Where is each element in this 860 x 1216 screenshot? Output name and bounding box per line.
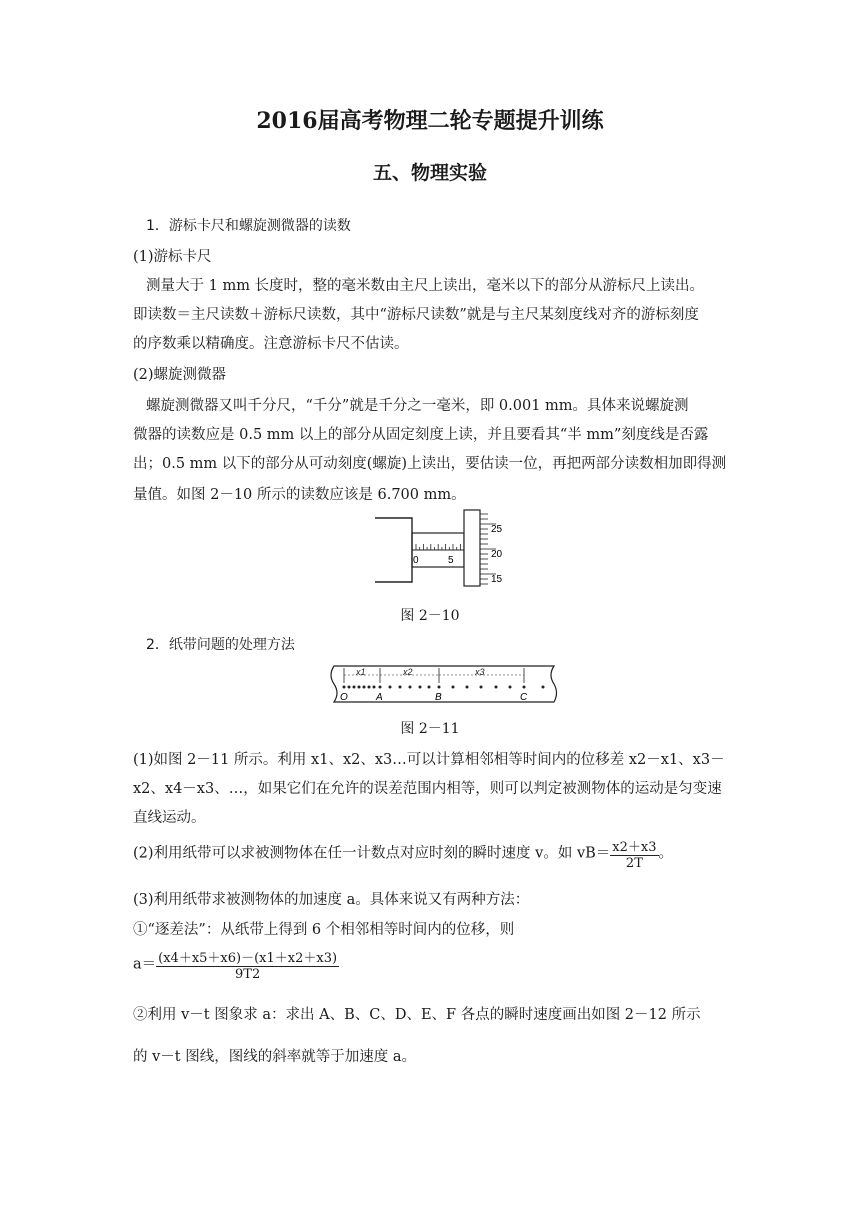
tape-dot (466, 686, 469, 689)
segment-label-x2: x2 (403, 667, 413, 677)
tape-dot (542, 686, 545, 689)
vb-fraction (610, 836, 658, 871)
para1-line-3: 直线运动。 (133, 810, 206, 826)
vernier-line-2: 即读数＝主尺读数＋游标尺读数，其中“游标尺读数”就是与主尺某刻度线对齐的游标刻度 (133, 307, 699, 323)
para3: (3)利用纸带求被测物体的加速度 a。具体来说又有两种方法： (133, 892, 530, 908)
para1-line-1: (1)如图 2－11 所示。利用 x1、x2、x3…可以计算相邻相等时间内的位移差 x2－x1、x3－ (133, 752, 725, 768)
segment-label-x3: x3 (475, 667, 485, 677)
point-label-C: C (520, 692, 528, 703)
main-label-5: 5 (448, 555, 454, 566)
tape-dot (438, 686, 441, 689)
section2-heading: 2．纸带问题的处理方法 (146, 637, 295, 653)
tape-dot (452, 686, 455, 689)
tape-dot (399, 686, 402, 689)
thimble-label-20: 20 (491, 549, 503, 560)
vb-denominator: 2T (625, 856, 643, 871)
page-title: 2016届高考物理二轮专题提升训练 (256, 108, 604, 134)
vernier-line-1: 测量大于 1 mm 长度时，整的毫米数由主尺上读出，毫米以下的部分从游标尺上读出。 (146, 278, 705, 294)
micrometer-figure (370, 506, 520, 588)
vernier-line-3: 的序数乘以精确度。注意游标卡尺不估读。 (133, 336, 409, 352)
formula-fraction (156, 947, 339, 982)
para5-line-1: ②利用 v－t 图象求 a：求出 A、B、C、D、E、F 各点的瞬时速度画出如图 2－12 所示 (133, 1007, 701, 1023)
tape-dot (495, 686, 498, 689)
main-label-0: 0 (413, 555, 419, 566)
tape-dot (348, 686, 351, 689)
formula-denominator: 9T2 (235, 967, 261, 982)
micrometer-line-2: 微器的读数应是 0.5 mm 以上的部分从固定刻度上读，并且要看其“半 mm”刻度线是否露 (133, 427, 709, 443)
figure-2-10-caption: 图 2－10 (400, 608, 460, 624)
tape-dot (343, 686, 346, 689)
formula-lhs: a＝ (133, 956, 157, 973)
para2-end: 。 (658, 845, 674, 862)
point-label-B: B (435, 692, 442, 703)
micrometer-frame (375, 518, 412, 582)
micrometer-line-1: 螺旋测微器又叫千分尺，“千分”就是千分之一毫米，即 0.001 mm。具体来说螺旋测 (146, 398, 689, 414)
para2-text: (2)利用纸带可以求被测物体在任一计数点对应时刻的瞬时速度 v。如 vB＝ (133, 845, 611, 862)
tape-dot (419, 686, 422, 689)
tape-dot (363, 686, 366, 689)
micrometer-line-3: 出；0.5 mm 以下的部分从可动刻度(螺旋)上读出，要估读一位，再把两部分读数相加即得测 (133, 456, 727, 472)
tape-dot (368, 686, 371, 689)
tape-dot (389, 686, 392, 689)
tape-dots (343, 686, 545, 689)
figure-2-11-caption: 图 2－11 (400, 721, 460, 737)
tape-dot (480, 686, 483, 689)
tape-dot (358, 686, 361, 689)
section1-heading: 1．游标卡尺和螺旋测微器的读数 (146, 218, 351, 234)
tape-dot (428, 686, 431, 689)
page-subtitle: 五、物理实验 (372, 162, 487, 184)
segment-label-x1: x1 (356, 667, 366, 677)
micrometer-label: (2)螺旋测微器 (133, 367, 227, 383)
formula-numerator: (x4＋x5＋x6)－(x1＋x2＋x3) (156, 947, 339, 967)
vb-numerator: x2＋x3 (610, 836, 658, 856)
acceleration-formula (133, 947, 339, 982)
para5-line-2: 的 v－t 图线，图线的斜率就等于加速度 a。 (133, 1049, 416, 1065)
micrometer-line-4: 量值。如图 2－10 所示的读数应该是 6.700 mm。 (133, 487, 466, 503)
para4: ①“逐差法”：从纸带上得到 6 个相邻相等时间内的位移，则 (133, 922, 515, 938)
paper-tape-figure (322, 663, 562, 707)
vernier-label: (1)游标卡尺 (133, 249, 212, 265)
tape-dot (523, 686, 526, 689)
tape-dot (353, 686, 356, 689)
thimble-label-15: 15 (491, 574, 503, 585)
main-scale-ticks (416, 544, 460, 550)
para2 (133, 836, 673, 871)
point-label-O: O (340, 692, 348, 703)
tape-dot (409, 686, 412, 689)
tape-dot (509, 686, 512, 689)
thimble-label-25: 25 (491, 524, 503, 535)
tape-dot (373, 686, 376, 689)
point-label-A: A (376, 692, 383, 703)
tape-dot (379, 686, 382, 689)
para1-line-2: x2、x4－x3、…，如果它们在允许的误差范围内相等，则可以判定被测物体的运动是匀变速 (133, 781, 722, 797)
micrometer-thimble (464, 510, 480, 586)
